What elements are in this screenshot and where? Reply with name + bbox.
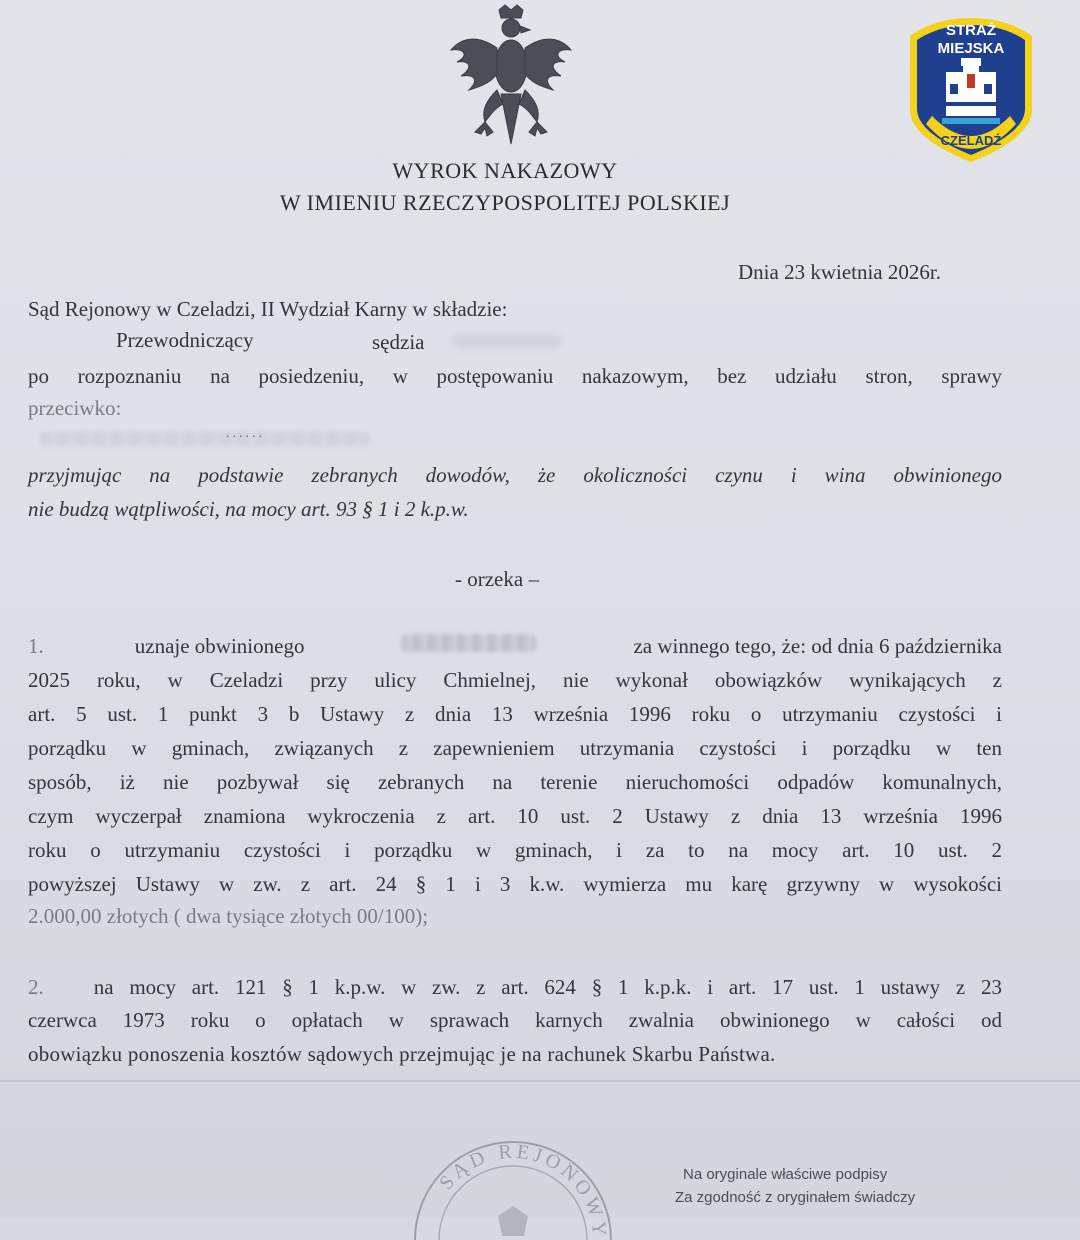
recital-line-1: przyjmując na podstawie zebranych dowodów, że okoliczności czynu i wina obwinionego [28, 463, 1002, 487]
presiding-label: Przewodniczący [116, 328, 254, 352]
point-2-line: obowiązku ponoszenia kosztów sądowych przejmując je na rachunek Skarbu Państwa. [28, 1042, 776, 1066]
page-fold-divider [0, 1080, 1080, 1082]
point-1-line: sposób, iż nie pozbywał się zebranych na terenie nieruchomości odpadów komunalnych, [28, 770, 1002, 794]
point-1-fine-amount: 2.000,00 złotych ( dwa tysiące złotych 00/100); [28, 904, 429, 928]
judge-label: sędzia [372, 330, 425, 354]
point-1-number: 1. [28, 634, 44, 658]
signature-note-1: Na oryginale właściwe podpisy [683, 1166, 888, 1183]
redacted-defendant-name [401, 634, 536, 652]
recital-line-2: nie budzą wątpliwości, na mocy art. 93 § 1 i 2 k.p.w. [28, 497, 469, 521]
against-label: przeciwko: [28, 396, 122, 420]
point-2-number: 2. [28, 975, 44, 999]
polish-eagle-emblem [447, 4, 575, 146]
badge-text-top: STRAŻ [946, 22, 996, 39]
document-title: WYROK NAKAZOWY [392, 158, 618, 183]
point-1-line: roku o utrzymaniu czystości i porządku w gminach, i za to na mocy art. 10 ust. 2 [28, 838, 1002, 862]
point-1-end: za winnego tego, że: od dnia 6 października [633, 634, 1002, 658]
point-2-line: czerwca 1973 roku o opłatach w sprawach karnych zwalnia obwinionego w całości od [28, 1008, 1002, 1032]
signature-note-2: Za zgodność z oryginałem świadczy [675, 1189, 916, 1206]
redacted-judge-name [452, 334, 562, 348]
point-1-start: uznaje obwinionego [134, 634, 305, 658]
point-2-text: na mocy art. 121 § 1 k.p.w. w zw. z art. 624 § 1 k.p.k. i art. 17 ust. 1 ustawy z 23 [93, 975, 1002, 999]
point-1-line: art. 5 ust. 1 punkt 3 b Ustawy z dnia 13 września 1996 roku o utrzymaniu czystości i [28, 702, 1002, 726]
redaction-dots: ...... [226, 426, 265, 441]
stamp-text: SĄD REJONOWY [435, 1140, 611, 1240]
proceeding-line: po rozpoznaniu na posiedzeniu, w postępowaniu nakazowym, bez udziału stron, sprawy [28, 364, 1002, 388]
point-1-line: porządku w gminach, związanych z zapewnieniem utrzymania czystości i porządku w ten [28, 736, 1002, 760]
point-1-line: 2025 roku, w Czeladzi przy ulicy Chmielnej, nie wykonał obowiązków wynikających z [28, 668, 1002, 692]
redacted-defendant [40, 432, 370, 446]
point-1-line: powyższej Ustawy w zw. z art. 24 § 1 i 3 k.w. wymierza mu karę grzywny w wysokości [28, 872, 1002, 896]
court-composition: Sąd Rejonowy w Czeladzi, II Wydział Karny w składzie: [28, 297, 508, 321]
document-subtitle: W IMIENIU RZECZYPOSPOLITEJ POLSKIEJ [279, 190, 731, 215]
badge-text-middle: MIEJSKA [937, 40, 1005, 57]
document-date: Dnia 23 kwietnia 2026r. [738, 260, 941, 284]
court-stamp [398, 1120, 628, 1240]
badge-text-bottom: CZELADŹ [940, 133, 1002, 148]
ruling-heading: - orzeka – [455, 567, 539, 591]
point-1-first-line [28, 634, 1002, 659]
point-2-first-line [28, 975, 1002, 1000]
point-1-line: czym wyczerpał znamiona wykroczenia z art. 10 ust. 2 Ustawy z dnia 13 września 1996 [28, 804, 1002, 828]
